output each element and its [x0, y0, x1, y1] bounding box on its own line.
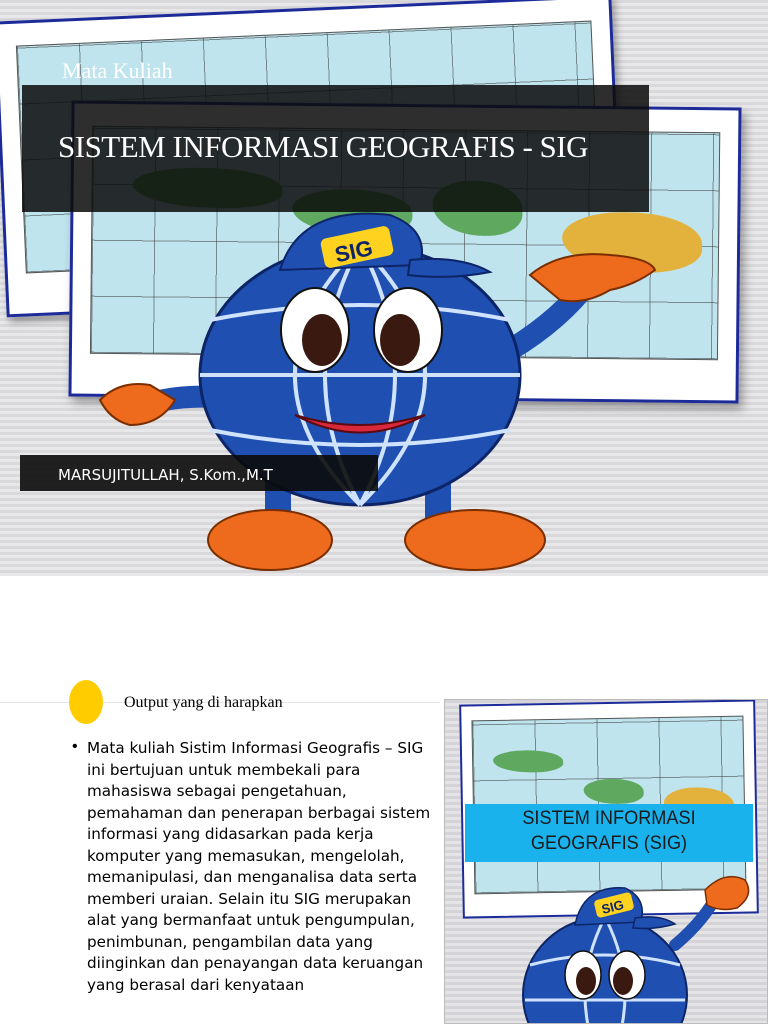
section-heading: Output yang di harapkan: [124, 694, 283, 711]
slide-title: SISTEM INFORMASI GEOGRAFIS - SIG: [58, 129, 589, 164]
globe-mascot-icon: [475, 850, 765, 1024]
content-slide: [0, 640, 768, 1024]
bullet-dot-icon: [69, 680, 103, 724]
cap-label: SIG: [332, 235, 375, 268]
body-paragraph: Mata kuliah Sistim Informasi Geografis – SIG ini bertujuan untuk membekali para mahasiswa sebagai pengetahuan, pemahaman dan penerapan berbagai sistem informasi yang didasarkan pada kerja komputer yang memasukan, mengelolah, memanipulasi, dan menganalisa data serta memberi uraian. Selain itu SIG merupakan alat yang bermanfaat untuk pengumpulan, penimbunan, pengambilan data yang diinginkan dan penayangan data keruangan yang berasal dari kenyataan: [87, 739, 431, 994]
bullet-marker: •: [72, 738, 78, 755]
slide-thumbnail: [444, 699, 768, 1024]
author-name: MARSUJITULLAH, S.Kom.,M.T: [58, 466, 273, 484]
thumb-title: SISTEM INFORMASI GEOGRAFIS (SIG): [522, 807, 696, 854]
globe-mascot-icon: [90, 210, 670, 575]
thumb-cap-label: SIG: [599, 896, 626, 917]
course-overline: Mata Kuliah: [62, 58, 173, 83]
